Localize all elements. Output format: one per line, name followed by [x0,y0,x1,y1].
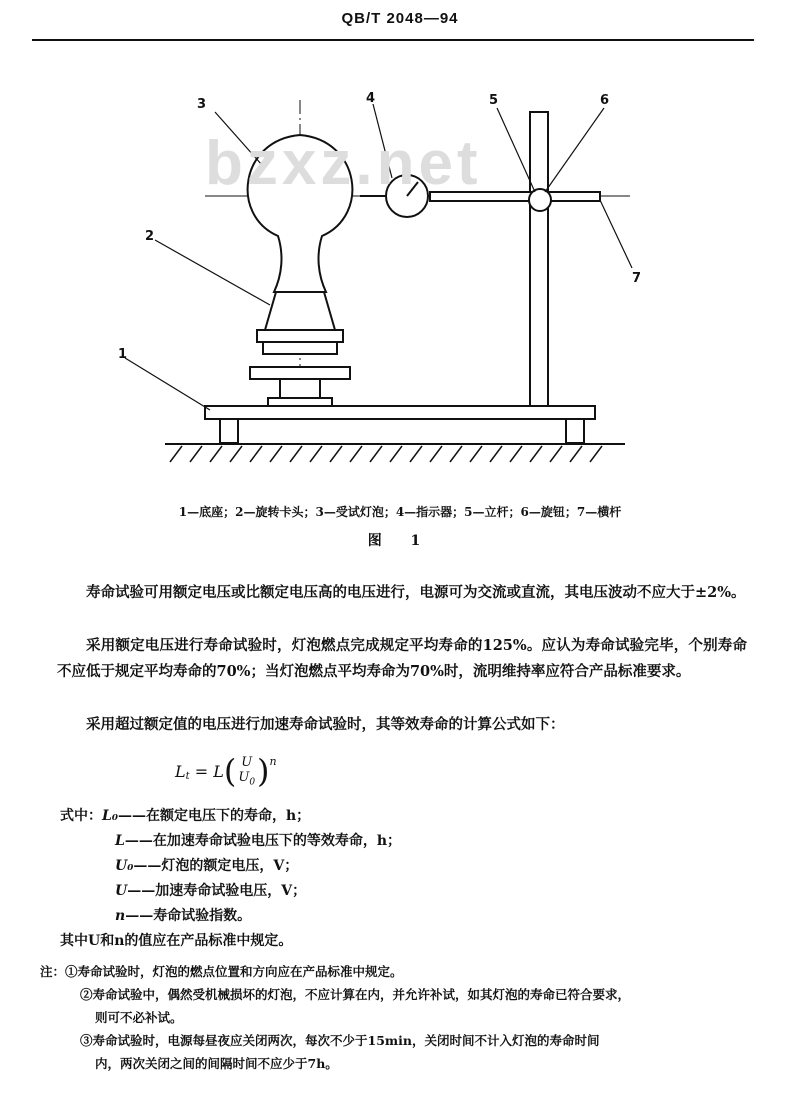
label-4: 4 [366,91,376,106]
note-2-continuation: 则可不必补试。 [95,1010,183,1025]
paragraph-voltage: 寿命试验可用额定电压或比额定电压高的电压进行，电源可为交流或直流，其电压波动不应大于±2%。 [86,584,746,601]
base-plate [205,406,595,419]
knob [529,189,551,211]
formula-den-sub: 0 [249,777,256,788]
def-symbol: U₀ [115,858,134,874]
def-text: ——在额定电压下的寿命，h； [117,808,311,824]
note-1: ①寿命试验时，灯泡的燃点位置和方向应在产品标准中规定。 [65,964,403,979]
label-7: 7 [632,271,642,286]
ground-hatch [170,446,602,462]
formula-lhs-sub: t [185,770,190,782]
turntable [250,367,350,379]
notes [40,960,760,1075]
def-text: ——在加速寿命试验电压下的等效寿命，h； [124,833,402,849]
def-symbol: n [115,908,126,924]
formula-denominator: U [238,770,250,785]
def-symbol: L [115,833,125,849]
paragraph-rated-test: 采用额定电压进行寿命试验时，灯泡燃点完成规定平均寿命的125%。应认为寿命试验完毕，个别寿命不应低于规定平均寿命的70%；当灯泡燃点平均寿命为70%时，流明维持率应符合产品标准要求。 [57,637,747,680]
paragraph-accelerated-test: 采用超过额定值的电压进行加速寿命试验时，其等效寿命的计算公式如下： [86,716,565,733]
def-symbol: L₀ [102,808,118,824]
life-formula: L $_t$ = L ( U $U_0$ ) $^n$ [175,752,277,791]
figure-caption: 1—底座；2—旋转卡头；3—受试灯泡；4—指示器；5—立杆；6—旋钮；7—横杆 [178,505,622,519]
label-5: 5 [489,93,499,108]
watermark: bzxz.net [205,129,482,198]
definitions-intro: 式中： [60,808,102,824]
note-3: ③寿命试验时，电源每昼夜应关闭两次，每次不少于15min，关闭时间不计入灯泡的寿命时间 [80,1033,600,1048]
label-6: 6 [600,93,610,108]
formula-eq: = L [189,761,224,781]
def-text: ——加速寿命试验电压，V； [127,883,307,899]
def-text: ——寿命试验指数。 [125,908,252,924]
rotating-holder [265,292,335,330]
formula-exponent: n [269,755,277,768]
closing-statement: 其中U和n的值应在产品标准中规定。 [60,933,293,949]
label-2: 2 [145,229,155,244]
formula-numerator: U [241,755,253,770]
label-1: 1 [118,347,128,362]
note-2: ②寿命试验中，偶然受机械损坏的灯泡，不应计算在内，并允许补试，如其灯泡的寿命已符合要求， [80,987,631,1002]
label-3: 3 [197,97,207,112]
formula-lhs: L [175,761,186,781]
def-text: ——灯泡的额定电压，V； [133,858,299,874]
header-rule [32,39,754,41]
stand-pole [530,112,548,406]
figure-number: 图 1 [367,533,433,549]
note-3-continuation: 内，两次关闭之间的间隔时间不应少于7h。 [95,1056,338,1071]
test-apparatus-diagram [0,60,800,490]
notes-label: 注： [40,964,66,979]
symbol-definitions [60,804,401,954]
def-symbol: U [115,883,128,899]
standard-code-header: QB/T 2048—94 [341,10,459,27]
